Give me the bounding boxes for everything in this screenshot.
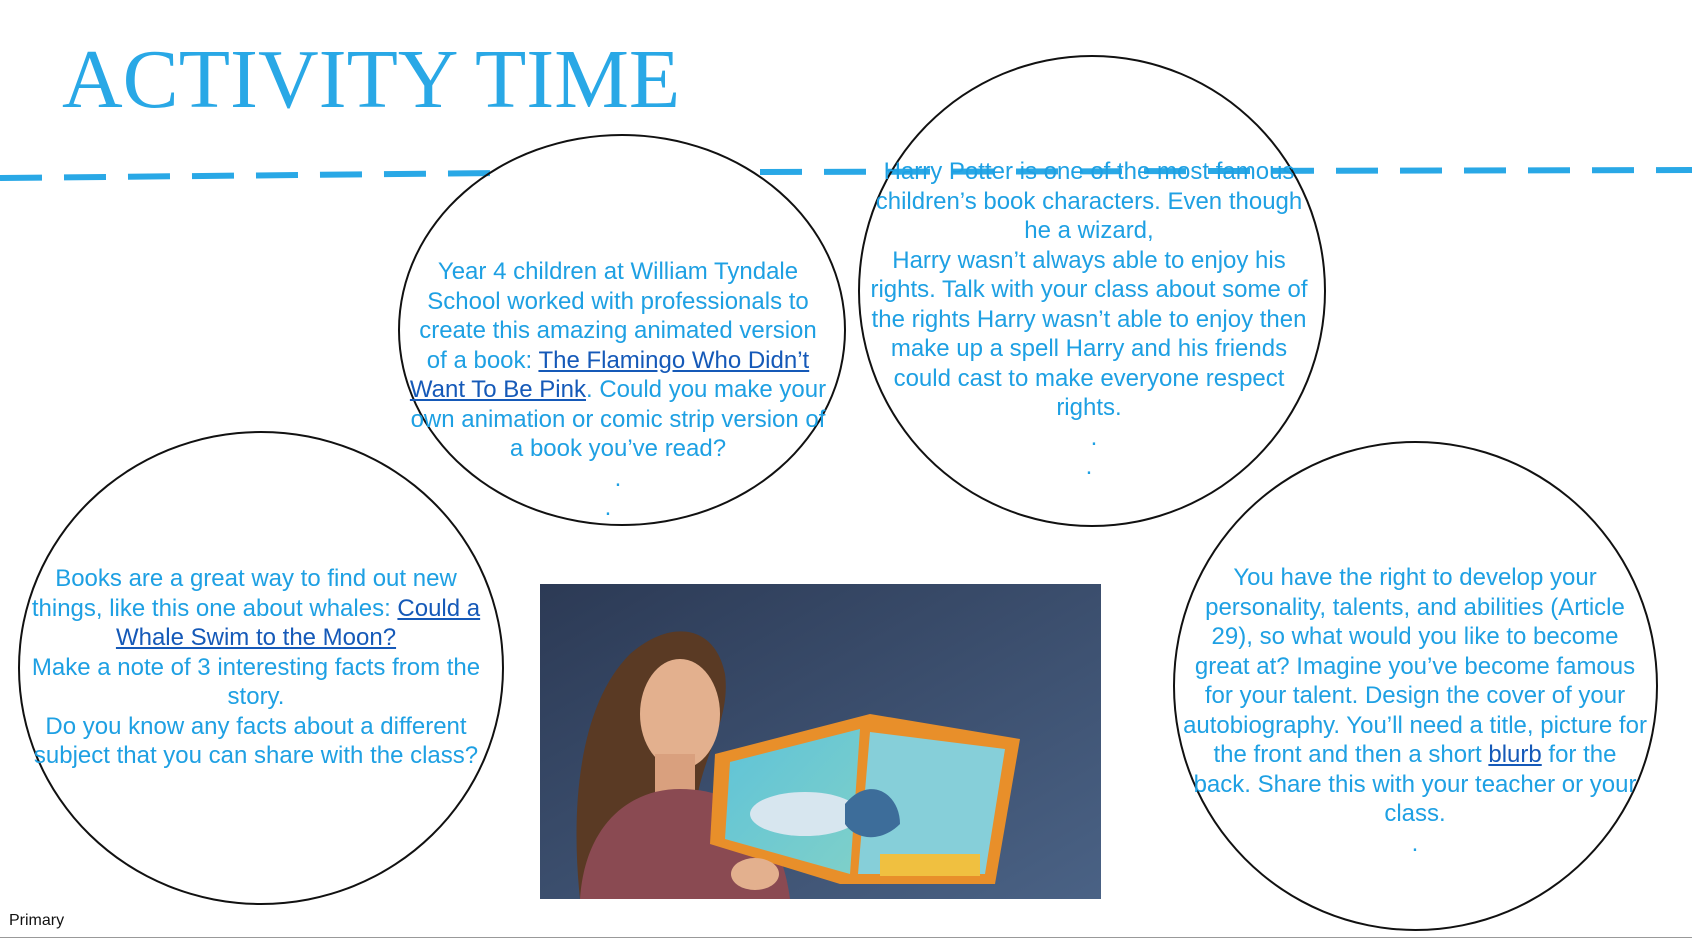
talent-dot-1: .: [1411, 829, 1419, 857]
bottom-rule: [0, 937, 1692, 938]
flamingo-text-after: . Could you make your own animation or comic strip version of a book you’ve read?: [410, 376, 827, 462]
flamingo-book-link[interactable]: The Flamingo Who Didn’t Want To Be Pink: [409, 346, 810, 403]
whale-text-line3: Do you know any facts about a different subject that you can share with the class?: [33, 712, 479, 769]
talent-text-after: for the back. Share this with your teacher or your class.: [1193, 741, 1637, 827]
talent-blurb-link[interactable]: blurb: [1488, 741, 1542, 768]
flamingo-dot-1: .: [614, 464, 622, 492]
whale-text-before: Books are a great way to find out new things, like this one about whales:: [31, 565, 457, 622]
whale-text-block: [30, 564, 482, 771]
flamingo-dot-2: .: [604, 494, 612, 521]
whale-book-link[interactable]: Could a Whale Swim to the Moon?: [115, 594, 481, 651]
harry-text-line2: Harry wasn’t always able to enjoy his rights. Talk with your class about some of the rights Harry wasn’t able to enjoy then make up a spell Harry and his friends could cast to make everyone respect rights.: [870, 246, 1308, 421]
harry-dot-2: .: [1085, 453, 1093, 480]
whale-text-line2: Make a note of 3 interesting facts from the story.: [31, 653, 481, 710]
footer-label: Primary: [9, 912, 65, 929]
video-thumbnail-image: [540, 584, 1101, 899]
dashed-divider: [0, 0, 1692, 200]
slide-title: ACTIVITY TIME: [62, 33, 681, 126]
video-thumbnail[interactable]: [540, 584, 1101, 899]
harry-dot-1: .: [1090, 423, 1098, 451]
harry-text-block: [866, 157, 1312, 482]
flamingo-text-block: [408, 257, 828, 523]
talent-text-before: You have the right to develop your personality, talents, and abilities (Article 29), so what would you like to become great at? Imagine you’ve become famous for your talent. Design the cover of your autobiography. You’ll need a title, picture for the front and then a short: [1183, 564, 1647, 768]
harry-text-line1: Harry Potter is one of the most famous children’s book characters. Even though he a wizard,: [875, 158, 1303, 244]
flamingo-text-before: Year 4 children at William Tyndale School worked with professionals to create this amazing animated version of a book:: [419, 258, 817, 374]
talent-text-block: [1182, 563, 1648, 858]
